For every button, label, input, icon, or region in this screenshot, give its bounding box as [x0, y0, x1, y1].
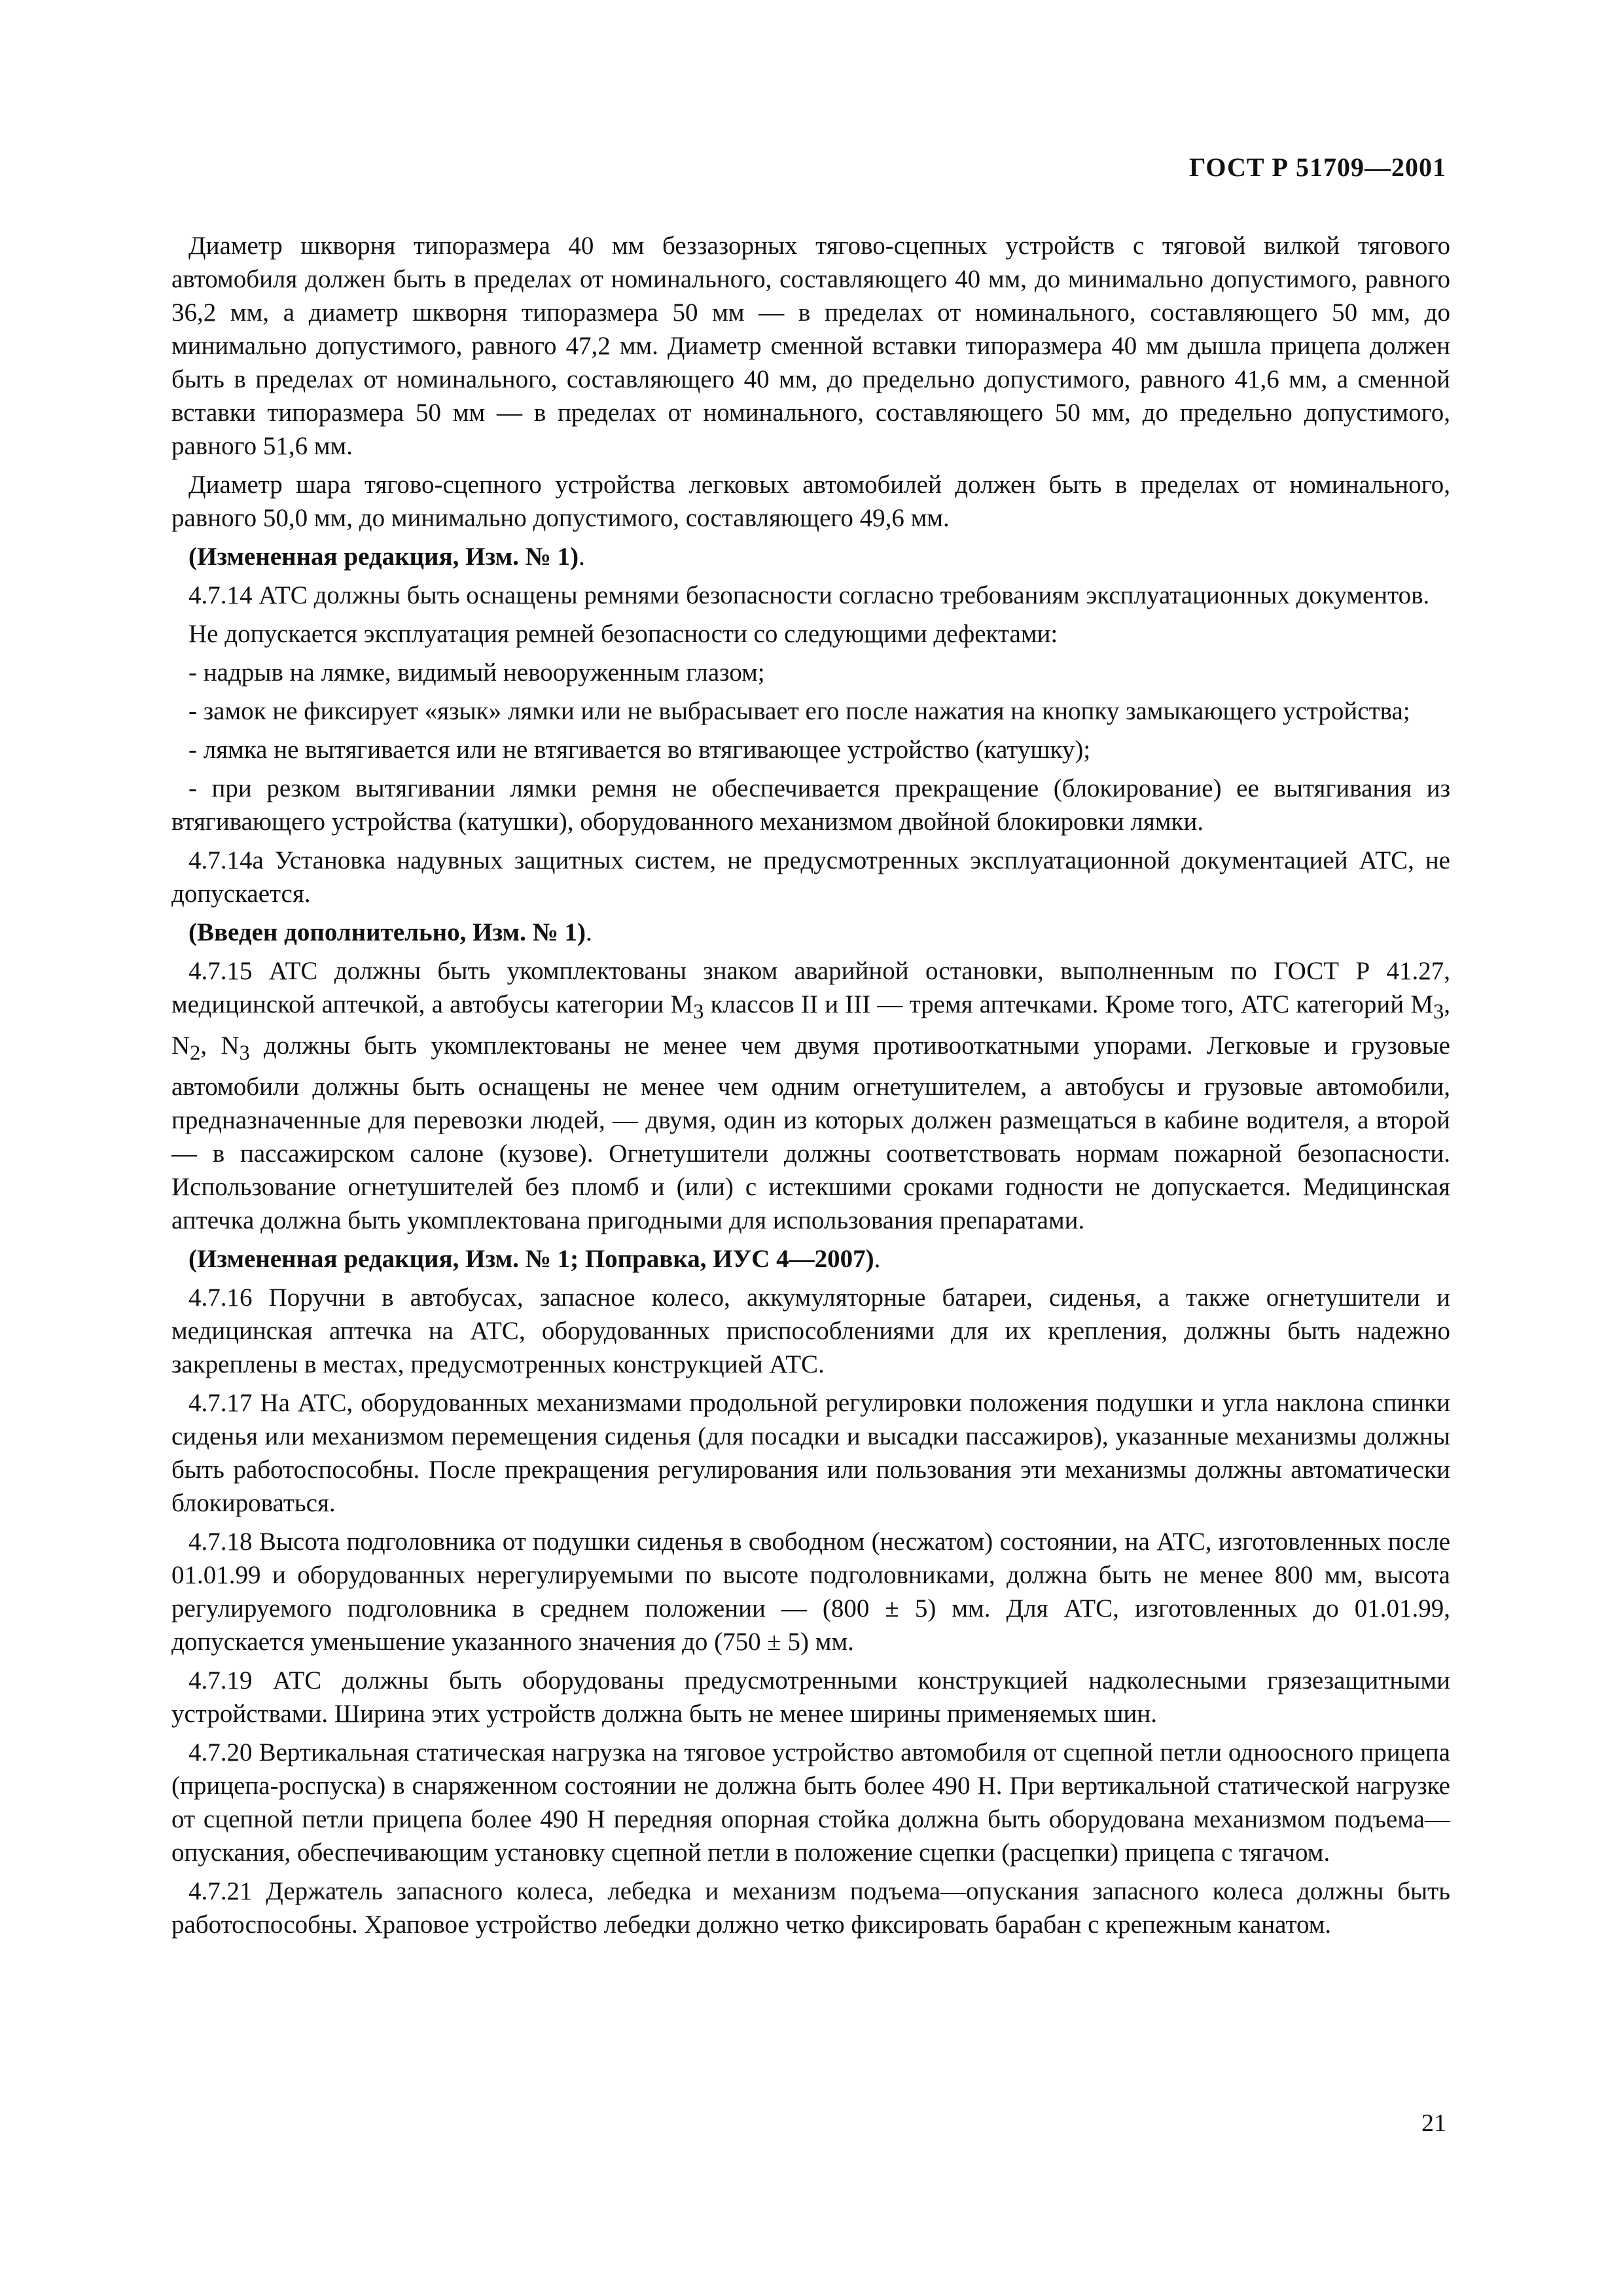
clause-4-7-17: 4.7.17 На АТС, оборудованных механизмами продольной регулировки положения подушки и угла наклона спинки сиденья или механизмом перемещения сиденья (для посадки и высадки пассажиров), указанные механизмы должны быть работоспособны. После прекращения регулирования или пользования эти механизмы должны автоматически блокироваться.: [171, 1388, 1450, 1517]
page-number: 21: [1421, 2109, 1446, 2137]
amendment-note-3: [171, 1242, 1450, 1276]
subscript-category-n2: 2: [190, 1041, 201, 1065]
clause-4-7-15-part-b: классов II и III — тремя аптечками. Кроме того, АТС категорий M: [704, 990, 1434, 1018]
clause-4-7-15-part-d: , N: [200, 1031, 240, 1060]
amendment-note-2: [171, 916, 1450, 949]
amendment-note-3-text: (Измененная редакция, Изм. № 1; Поправка, ИУС 4—2007): [188, 1244, 874, 1273]
subscript-category-m3-first: 3: [693, 999, 704, 1024]
clause-4-7-15-part-c: , N: [171, 990, 1451, 1060]
clause-4-7-20: 4.7.20 Вертикальная статическая нагрузка на тяговое устройство автомобиля от сцепной петли одноосного прицепа (прицепа-роспуска) в снаряженном состоянии не должна быть более 490 Н. При вертикальной статической нагрузке от сцепной петли прицепа более 490 Н передняя опорная стойка должна быть оборудована механизмом подъема—опускания, обеспечивающим установку сцепной петли в положение сцепки (расцепки) прицепа с тягачом.: [171, 1738, 1450, 1867]
clause-4-7-15-part-e: должны быть укомплектованы не менее чем двумя противооткатными упорами. Легковые и грузовые автомобили должны быть оснащены не менее чем одним огнетушителем, а автобусы и грузовые автомобили, предназначенные для перевозки людей, — двумя, один из которых должен размещаться в кабине водителя, а второй — в пассажирском салоне (кузове). Огнетушители должны соответствовать нормам пожарной безопасности. Использование огнетушителей без пломб и (или) с истекшими сроками годности не допускается. Медицинская аптечка должна быть укомплектована пригодными для использования препаратами.: [171, 1031, 1450, 1234]
amendment-note-1-text: (Измененная редакция, Изм. № 1): [188, 543, 579, 571]
clause-4-7-14: 4.7.14 АТС должны быть оснащены ремнями безопасности согласно требованиям эксплуатационных документов.: [188, 581, 1430, 609]
paragraph-belt-defects-intro: Не допускается эксплуатация ремней безопасности со следующими дефектами:: [188, 620, 1058, 648]
paragraph-kingpin-diameter: Диаметр шкворня типоразмера 40 мм беззазорных тягово-сцепных устройств с тяговой вилкой тягового автомобиля должен быть в пределах от номинального, составляющего 40 мм, до минимально допустимого, равного 36,2 мм, а диаметр шкворня типоразмера 50 мм — в пределах от номинального, составляющего 50 мм, до минимально допустимого, равного 47,2 мм. Диаметр сменной вставки типоразмера 40 мм дышла прицепа должен быть в пределах от номинального, составляющего 40 мм, до предельно допустимого, равного 41,6 мм, а сменной вставки типоразмера 50 мм — в пределах от номинального, составляющего 50 мм, до предельно допустимого, равного 51,6 мм.: [171, 232, 1450, 460]
amendment-note-2-text: (Введен дополнительно, Изм. № 1): [188, 918, 586, 946]
clause-4-7-15-part-a: 4.7.15 АТС должны быть укомплектованы знаком аварийной остановки, выполненным по ГОСТ Р 41.27, медицинской аптечкой, а автобусы категории M: [171, 957, 1450, 1018]
clause-4-7-18: 4.7.18 Высота подголовника от подушки сиденья в свободном (несжатом) состоянии, на АТС, изготовленных после 01.01.99 и оборудованных нерегулируемыми по высоте подголовниками, должна быть не менее 800 мм, высота регулируемого подголовника в среднем положении — (800 ± 5) мм. Для АТС, изготовленных до 01.01.99, допускается уменьшение указанного значения до (750 ± 5) мм.: [171, 1527, 1450, 1656]
clause-4-7-16: 4.7.16 Поручни в автобусах, запасное колесо, аккумуляторные батареи, сиденья, а также огнетушители и медицинская аптечка на АТС, оборудованных приспособлениями для их крепления, должны быть надежно закреплены в местах, предусмотренных конструкцией АТС.: [171, 1283, 1450, 1378]
list-item-belt-defect-1: - надрыв на лямке, видимый невооруженным глазом;: [188, 658, 765, 687]
paragraph-ball-diameter: Диаметр шара тягово-сцепного устройства легковых автомобилей должен быть в пределах от номинального, равного 50,0 мм, до минимально допустимого, составляющего 49,6 мм.: [171, 471, 1450, 532]
clause-4-7-21: 4.7.21 Держатель запасного колеса, лебедка и механизм подъема—опускания запасного колеса должны быть работоспособны. Храповое устройство лебедки должно четко фиксировать барабан с крепежным канатом.: [171, 1876, 1450, 1939]
subscript-category-n3: 3: [239, 1041, 250, 1065]
document-body: [171, 229, 1450, 1946]
clause-4-7-14a: 4.7.14а Установка надувных защитных систем, не предусмотренных эксплуатационной документацией АТС, не допускается.: [171, 846, 1450, 908]
clause-4-7-19: 4.7.19 АТС должны быть оборудованы предусмотренными конструкцией надколесными грязезащитными устройствами. Ширина этих устройств должна быть не менее ширины применяемых шин.: [171, 1666, 1450, 1728]
amendment-note-1: [171, 540, 1450, 573]
list-item-belt-defect-4: - при резком вытягивании лямки ремня не обеспечивается прекращение (блокирование) ее вытягивания из втягивающего устройства (катушки), оборудованного механизмом двойной блокировки лямки.: [171, 774, 1450, 836]
amendment-note-2-tail: .: [586, 918, 592, 946]
subscript-category-m3-second: 3: [1433, 999, 1444, 1024]
page-header-standard-number: ГОСТ Р 51709—2001: [1188, 152, 1446, 182]
amendment-note-3-tail: .: [874, 1244, 881, 1273]
clause-4-7-15: [171, 954, 1450, 1237]
amendment-note-1-tail: .: [579, 543, 585, 571]
list-item-belt-defect-2: - замок не фиксирует «язык» лямки или не выбрасывает его после нажатия на кнопку замыкающего устройства;: [188, 697, 1410, 725]
list-item-belt-defect-3: - лямка не вытягивается или не втягивается во втягивающее устройство (катушку);: [188, 736, 1091, 764]
